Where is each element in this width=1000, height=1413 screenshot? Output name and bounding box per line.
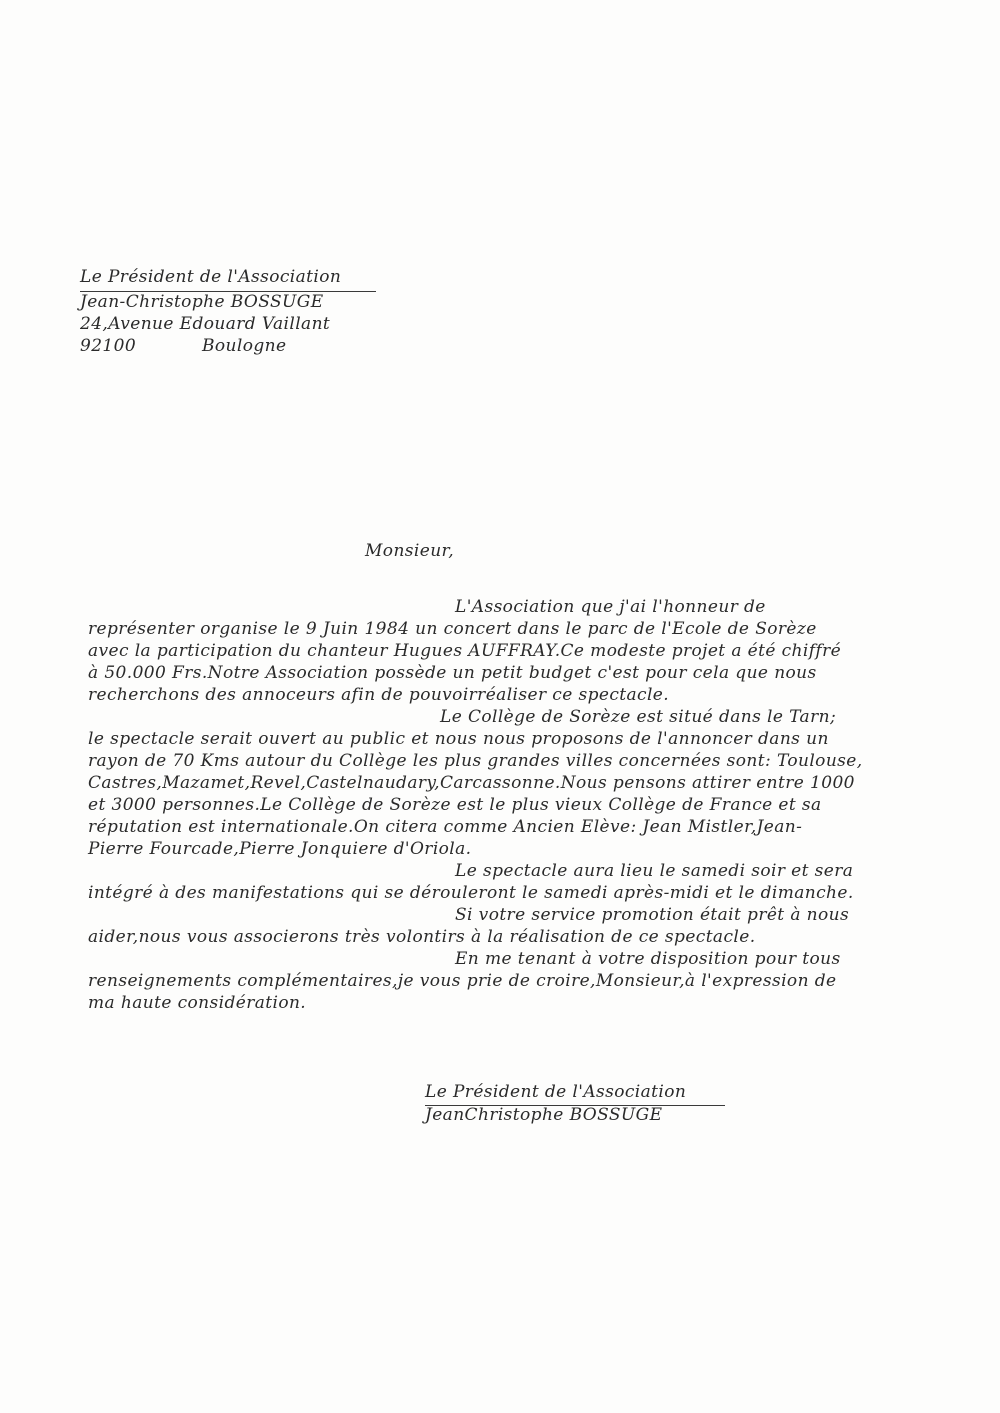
body-line: représenter organise le 9 Juin 1984 un concert dans le parc de l'Ecole de Sorèze	[88, 619, 817, 639]
body-line: avec la participation du chanteur Hugues AUFFRAY.Ce modeste projet a été chiffré	[88, 641, 842, 661]
body-line: En me tenant à votre disposition pour tous	[455, 949, 841, 969]
sender-title: Le Président de l'Association	[80, 267, 342, 287]
closing-name: JeanChristophe BOSSUGE	[425, 1105, 663, 1125]
body-line: le spectacle serait ouvert au public et nous nous proposons de l'annoncer dans un	[88, 729, 829, 749]
sender-postcode: 92100	[80, 336, 137, 356]
body-line: renseignements complémentaires,je vous prie de croire,Monsieur,à l'expression de	[88, 971, 837, 991]
body-line: à 50.000 Frs.Notre Association possède un petit budget c'est pour cela que nous	[88, 663, 817, 683]
body-line: recherchons des annoceurs afin de pouvoirréaliser ce spectacle.	[88, 685, 670, 705]
sender-street: 24,Avenue Edouard Vaillant	[80, 314, 331, 334]
body-line: intégré à des manifestations qui se dérouleront le samedi après-midi et le dimanche.	[88, 883, 854, 903]
body-line: Castres,Mazamet,Revel,Castelnaudary,Carcassonne.Nous pensons attirer entre 1000	[88, 773, 855, 793]
body-line: Si votre service promotion était prêt à nous	[455, 905, 850, 925]
sender-name: Jean-Christophe BOSSUGE	[80, 292, 324, 312]
body-line: réputation est internationale.On citera comme Ancien Elève: Jean Mistler,Jean-	[88, 817, 803, 837]
body-line: aider,nous vous associerons très volontirs à la réalisation de ce spectacle.	[88, 927, 756, 947]
body-line: et 3000 personnes.Le Collège de Sorèze est le plus vieux Collège de France et sa	[88, 795, 822, 815]
body-line: L'Association que j'ai l'honneur de	[455, 597, 766, 617]
closing-title: Le Président de l'Association	[425, 1082, 687, 1102]
salutation: Monsieur,	[365, 541, 455, 561]
body-line: rayon de 70 Kms autour du Collège les plus grandes villes concernées sont: Toulouse,	[88, 751, 863, 771]
sender-city: Boulogne	[202, 336, 287, 356]
body-line: Le spectacle aura lieu le samedi soir et sera	[455, 861, 854, 881]
body-line: ma haute considération.	[88, 993, 307, 1013]
body-line: Le Collège de Sorèze est situé dans le Tarn;	[440, 707, 837, 727]
body-line: Pierre Fourcade,Pierre Jonquiere d'Oriola.	[88, 839, 472, 859]
